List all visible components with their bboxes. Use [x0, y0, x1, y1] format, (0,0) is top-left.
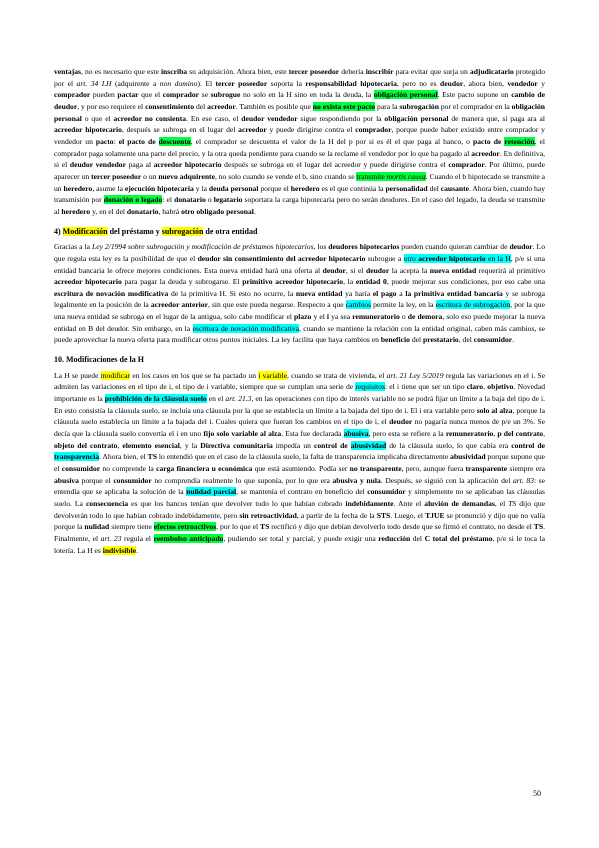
paragraph-modifications: La H se puede modificar en los casos en los que se ha pactado un i variable, cuando se trata de vivienda, el art. 21 Ley 5/2019 regula las variaciones en el i. Se admiten las variaciones en el tipo de i, el tipo de i variable, siempre que se cumplan una serie de requisitos: el i tiene que ser un tipo claro, objetivo. Novedad importante es la prohibición de la cláusula suelo en el art. 21.3, en las operaciones con tipo de interés variable no se podrá fijar un límite a la baja del tipo de i. En esto consistía la cláusula suelo, se incluía una cláusula por la que se establecía un límite a la bajada del tipo de i. El i era variable pero solo al alza, porque la cláusula suelo establecía un límite a la bajada del i. Cuales quiera que fueran los cambios en el tipo de i, el deudor no pagaría nunca menos de p/e un 3%. Se decía que la cláusula suelo convertía el i en uno fijo solo variable al alza. Esta fue declarada abusiva, pero esta se refiere a la remuneratorio, p del contrato, objeto del contrato, elemento esencial, y la Directiva comunitaria impedía un control de abusividad de la cláusula suelo, lo que cabía era control de transparencia. Ahora bien, el TS lo entendió que en el caso de la cláusula suelo, la falta de transparencia implicaba directamente abusividad porque supone que el consumidor no comprende la carga financiera u económica que está asumiendo. Podía ser no transparente, pero, aunque fuera transparente siempre era abusiva porque el consumidor no comprendía realmente lo que suponía, por lo que era abusiva y nula. Después, se siguió con la aplicación del art. 83: se entendía que se aplicaba la solución de la nulidad parcial, se mantenía el contrato en beneficio del consumidor y simplemente no se aplicaban las cláusulas suelo. La consecuencia es que los bancos tenían que devolver todo lo que habían cobrado indebidamente. Ante el aluvión de demandas, el TS dijo que devolverán todo lo que habían cobrado indebidamente, pero sin retroactividad, a partir de la fecha de la STS. Luego, el TJUE se pronunció y dijo que no valía porque la nulidad siempre tiene efectos retroactivos, por lo que el TS rectificó y dijo que debían devolverlo todo desde que se firmó el contrato, no desde el TS. Finalmente, el art. 23 regula el reembolso anticipado, pudiendo ser total y parcial, y puede exigir una reducción del C total del préstamo, p/e si le toca la lotería. La H es indivisible. [54, 370, 546, 555]
paragraph-subrogation: Gracias a la Ley 2/1994 sobre subrogación y modificación de préstamos hipotecarios, los deudores hipotecarios pueden cuando quieran cambiar de deudor. Lo que regula esta ley es la posibilidad de que el deudor sin consentimiento del acreedor hipotecario subrogue a otro acreedor hipotecario en la H, p/e si una entidad bancaria le ofrece mejores condiciones. Esta nueva entidad hará una oferta al deudor, si el deudor la acepta la nueva entidad requerirá al primitivo acreedor hipotecario para pagar la deuda y subrogarse. El primitivo acreedor hipotecario, la entidad 0, puede mejorar sus condiciones, por eso cabe una escritura de novación modificativa de la primitiva H. Si esto no ocurre, la nueva entidad ya haría el pago a la primitiva entidad bancaria y se subroga legalmente en la posición de la acreedor anterior, sin que este pueda negarse. Respecto a que cambios permite la ley, en la escritura de subrogación, por la que una nueva entidad se subroga en el lugar de la antigua, solo cabe modificar el plazo y el i ya sea remuneratorio o de demora, solo eso puede mejorar la nueva entidad en B del deudor. Sin embargo, en la escritura de novación modificativa, cuando se mantiene la relación con la entidad original, caben más cambios, se puede aprovechar la nueva oferta para modificar otros puntos iniciales. La ley facilita que haya cambios en beneficio del prestatario, del consumidor. [54, 242, 546, 345]
page-number: 50 [533, 789, 541, 798]
page-content [54, 66, 545, 556]
paragraph-third-possessor: ventajas, no es necesario que este inscriba su adquisición. Ahora bien, este tercer poseedor debería inscribir para evitar que surja un adjudicatario protegido por el art. 34 LH (adquirente a non domino). El tercer poseedor soporta la responsabilidad hipotecaria, pero no es deudor, ahora bien, vendedor y comprador pueden pactar que el comprador se subrogue no solo en la H sino en toda la deuda, la obligación personal. Este pacto supone un cambio de deudor, y por eso requiere el consentimiento del acreedor. También es posible que no exista este pacto para la subrogación por el comprador en la obligación personal o que el acreedor no consienta. En ese caso, el deudor vendedor sigue respondiendo por la obligación personal de manera que, si paga ara al acreedor hipotecario, después se subroga en el lugar del acreedor y puede dirigirse contra el comprador, porque puede haber existido entre comprador y vendedor un pacto: el pacto de descuento, el comprador se descuenta el valor de la H del p por si es él el que paga al banco, o pacto de retención, el comprador paga solamente una parte del precio, y la otra queda pendiente para cuando se la reclame el vendedor por lo que ha pagado al acreedor. En definitiva, si el deudor vendedor paga al acreedor hipotecario después se subroga en el lugar del acreedor y puede dirigirse contra el comprador. Por último, puede aparecer un tercer poseedor o un nuevo adquirente, no solo cuando se vende el b, sino cuando se transmite mortis causa. Cuando el b hipotecado se transmite a un heredero, asume la ejecución hipotecaria y la deuda personal porque el heredero es el que continúa la personalidad del causante. Ahora bien, cuando hay transmisión por donación o legado: el donatario o legatario soportara la carga hipotecaria pero no serán deudores. En el caso del legado, la deuda se transmite al heredero y, en el del donatario, habrá otro obligado personal. [54, 67, 546, 216]
section-4-heading: 4) Modificación del préstamo y subrogación de otra entidad [54, 226, 258, 236]
section-10-heading: 10. Modificaciones de la H [54, 355, 144, 365]
